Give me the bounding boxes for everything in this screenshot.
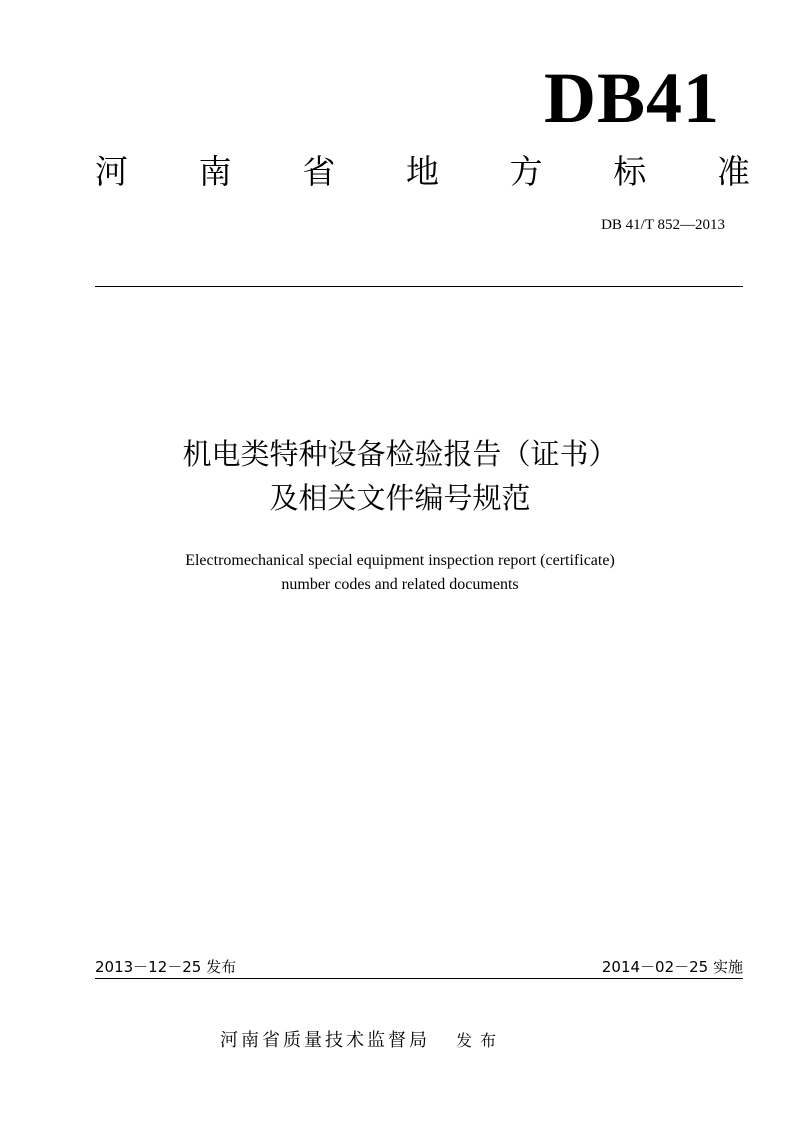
issue-date: 2013－12－25 发布	[95, 958, 237, 976]
standard-type-char: 河	[95, 152, 128, 191]
publisher-organization: 河南省质量技术监督局	[220, 1030, 430, 1051]
standard-type-char: 方	[509, 152, 543, 191]
publish-verb: 发布	[456, 1031, 505, 1050]
chinese-title	[0, 432, 800, 520]
standard-type-char: 地	[405, 152, 439, 191]
chinese-title-line-1: 机电类特种设备检验报告（证书）	[182, 437, 618, 471]
publisher	[220, 1032, 504, 1050]
standard-type-char: 标	[613, 152, 647, 191]
standard-code: DB 41/T 852—2013	[601, 217, 725, 233]
implementation-date: 2014－02－25 实施	[601, 958, 743, 976]
footer-divider	[95, 978, 743, 979]
standard-type-char: 南	[198, 152, 232, 191]
english-title	[0, 549, 800, 597]
standard-type-char: 准	[716, 152, 750, 191]
standard-type-char: 省	[302, 152, 336, 191]
english-title-line-1: Electromechanical special equipment inspection report (certificate)	[185, 552, 615, 569]
chinese-title-line-2: 及相关文件编号规范	[269, 481, 531, 515]
english-title-line-2: number codes and related documents	[281, 576, 519, 593]
standard-type-heading	[95, 152, 750, 191]
dates-row	[95, 960, 743, 975]
header-divider	[95, 286, 743, 287]
standard-logo: DB41	[543, 58, 720, 138]
